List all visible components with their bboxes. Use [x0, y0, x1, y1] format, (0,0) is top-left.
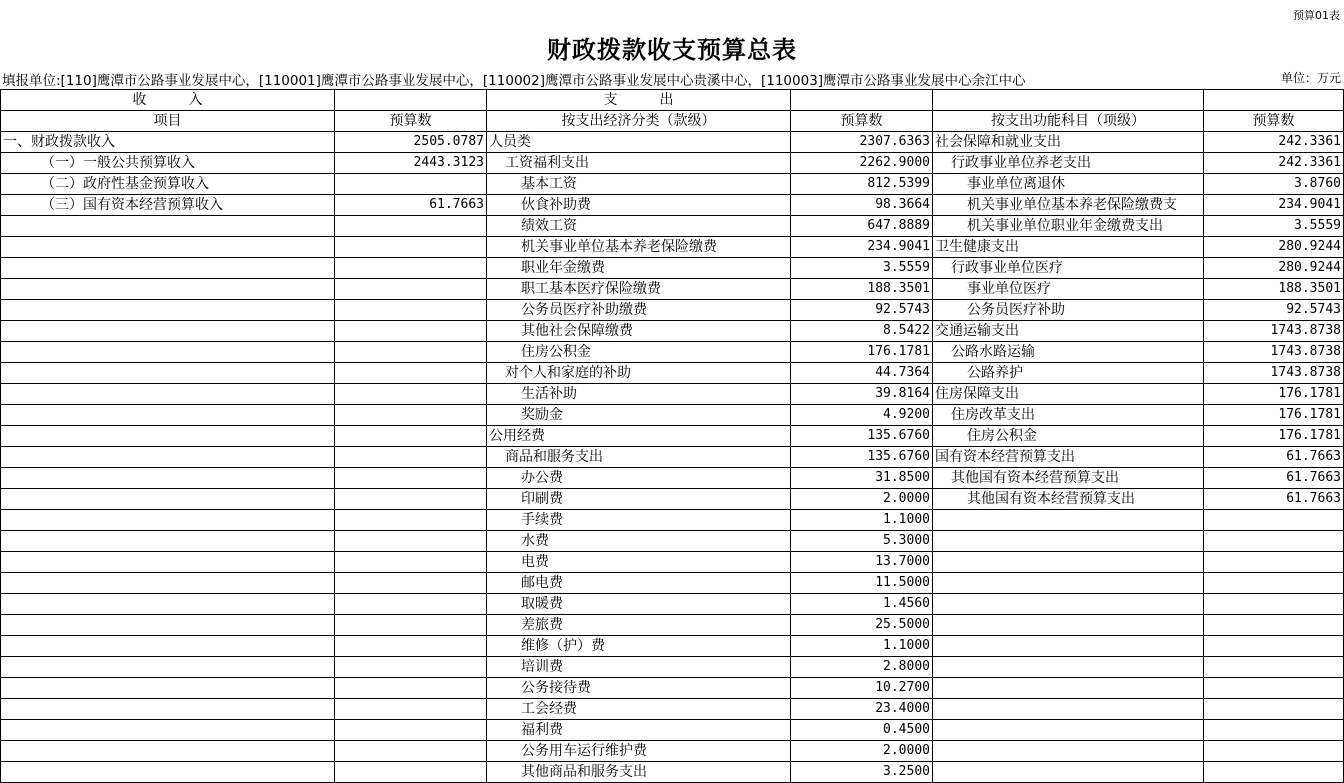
func-class-cell: 事业单位医疗	[933, 279, 1204, 300]
income-item-cell	[1, 594, 335, 615]
func-class-cell	[933, 531, 1204, 552]
func-amount-cell: 188.3501	[1204, 279, 1344, 300]
header-row-groups	[1, 90, 1344, 111]
func-class-cell: 住房保障支出	[933, 384, 1204, 405]
func-amount-cell	[1204, 678, 1344, 699]
func-amount-cell: 1743.8738	[1204, 363, 1344, 384]
income-item-cell	[1, 405, 335, 426]
econ-amount-cell: 1.4560	[791, 594, 933, 615]
income-item-cell: （二）政府性基金预算收入	[1, 174, 335, 195]
func-class-cell: 事业单位离退休	[933, 174, 1204, 195]
header-blank-cell	[791, 90, 933, 111]
filing-unit: 填报单位:[110]鹰潭市公路事业发展中心，[110001]鹰潭市公路事业发展中心，[110002]鹰潭市公路事业发展中心贵溪中心，[110003]鹰潭市公路事业发展中心余江中心	[2, 73, 1026, 89]
econ-amount-cell: 135.6760	[791, 426, 933, 447]
econ-amount-cell: 2.0000	[791, 489, 933, 510]
econ-class-cell: 基本工资	[487, 174, 791, 195]
income-item-cell	[1, 678, 335, 699]
func-class-cell: 机关事业单位职业年金缴费支出	[933, 216, 1204, 237]
econ-amount-cell: 3.2500	[791, 762, 933, 783]
income-item-cell	[1, 258, 335, 279]
econ-amount-cell: 10.2700	[791, 678, 933, 699]
econ-class-cell: 工资福利支出	[487, 153, 791, 174]
income-amount-cell	[335, 762, 487, 783]
income-amount-cell	[335, 237, 487, 258]
func-class-cell	[933, 615, 1204, 636]
income-amount-cell	[335, 426, 487, 447]
econ-amount-cell: 0.4500	[791, 720, 933, 741]
func-amount-cell	[1204, 636, 1344, 657]
econ-amount-cell: 2.8000	[791, 657, 933, 678]
income-group-header: 收 入	[1, 90, 335, 111]
income-item-cell	[1, 426, 335, 447]
econ-class-cell: 福利费	[487, 720, 791, 741]
income-amount-cell	[335, 573, 487, 594]
table-row	[1, 573, 1344, 594]
income-item-cell	[1, 510, 335, 531]
func-class-cell: 公路养护	[933, 363, 1204, 384]
func-class-cell: 交通运输支出	[933, 321, 1204, 342]
table-row	[1, 363, 1344, 384]
econ-class-cell: 职业年金缴费	[487, 258, 791, 279]
income-item-cell	[1, 762, 335, 783]
table-row	[1, 279, 1344, 300]
income-budget-column-header: 预算数	[335, 111, 487, 132]
econ-amount-cell: 4.9200	[791, 405, 933, 426]
econ-amount-cell: 1.1000	[791, 636, 933, 657]
econ-amount-cell: 98.3664	[791, 195, 933, 216]
income-amount-cell	[335, 594, 487, 615]
func-amount-cell: 1743.8738	[1204, 342, 1344, 363]
econ-class-cell: 水费	[487, 531, 791, 552]
econ-class-cell: 奖励金	[487, 405, 791, 426]
func-amount-cell: 242.3361	[1204, 132, 1344, 153]
table-row	[1, 216, 1344, 237]
income-item-cell	[1, 321, 335, 342]
func-amount-cell: 3.5559	[1204, 216, 1344, 237]
income-amount-cell	[335, 174, 487, 195]
econ-class-cell: 办公费	[487, 468, 791, 489]
table-row	[1, 153, 1344, 174]
econ-amount-cell: 39.8164	[791, 384, 933, 405]
func-amount-cell	[1204, 594, 1344, 615]
func-class-cell	[933, 552, 1204, 573]
func-amount-cell	[1204, 552, 1344, 573]
table-row	[1, 489, 1344, 510]
header-blank-cell	[335, 90, 487, 111]
income-item-cell	[1, 447, 335, 468]
income-amount-cell	[335, 678, 487, 699]
income-item-cell	[1, 342, 335, 363]
table-body	[1, 132, 1344, 783]
econ-amount-cell: 234.9041	[791, 237, 933, 258]
income-amount-cell	[335, 216, 487, 237]
table-row	[1, 300, 1344, 321]
func-amount-cell: 176.1781	[1204, 426, 1344, 447]
func-amount-cell: 61.7663	[1204, 447, 1344, 468]
econ-class-cell: 其他社会保障缴费	[487, 321, 791, 342]
econ-amount-cell: 11.5000	[791, 573, 933, 594]
econ-amount-cell: 2262.9000	[791, 153, 933, 174]
econ-amount-cell: 188.3501	[791, 279, 933, 300]
econ-class-cell: 住房公积金	[487, 342, 791, 363]
econ-class-cell: 培训费	[487, 657, 791, 678]
income-amount-cell	[335, 657, 487, 678]
page-title: 财政拨款收支预算总表	[547, 36, 797, 64]
func-amount-cell: 61.7663	[1204, 468, 1344, 489]
table-row	[1, 552, 1344, 573]
econ-class-column-header: 按支出经济分类（款级）	[487, 111, 791, 132]
func-amount-cell	[1204, 657, 1344, 678]
econ-class-cell: 维修（护）费	[487, 636, 791, 657]
econ-class-cell: 生活补助	[487, 384, 791, 405]
table-row	[1, 636, 1344, 657]
table-row	[1, 195, 1344, 216]
func-class-cell	[933, 699, 1204, 720]
income-amount-cell	[335, 741, 487, 762]
income-item-cell	[1, 531, 335, 552]
econ-class-cell: 公务用车运行维护费	[487, 741, 791, 762]
func-class-cell	[933, 762, 1204, 783]
income-amount-cell	[335, 531, 487, 552]
func-class-cell	[933, 720, 1204, 741]
econ-class-cell: 手续费	[487, 510, 791, 531]
func-amount-cell	[1204, 699, 1344, 720]
income-item-cell	[1, 657, 335, 678]
income-item-cell	[1, 237, 335, 258]
func-amount-cell	[1204, 573, 1344, 594]
income-amount-cell	[335, 615, 487, 636]
econ-amount-cell: 8.5422	[791, 321, 933, 342]
income-item-cell: （三）国有资本经营预算收入	[1, 195, 335, 216]
income-amount-cell	[335, 321, 487, 342]
econ-amount-cell: 2307.6363	[791, 132, 933, 153]
header-row-columns	[1, 111, 1344, 132]
func-amount-cell: 242.3361	[1204, 153, 1344, 174]
table-row	[1, 384, 1344, 405]
func-amount-cell: 280.9244	[1204, 237, 1344, 258]
income-amount-cell	[335, 384, 487, 405]
income-amount-cell: 61.7663	[335, 195, 487, 216]
income-amount-cell	[335, 447, 487, 468]
table-row	[1, 741, 1344, 762]
func-class-cell: 社会保障和就业支出	[933, 132, 1204, 153]
income-amount-cell	[335, 405, 487, 426]
econ-class-cell: 商品和服务支出	[487, 447, 791, 468]
func-class-cell	[933, 741, 1204, 762]
table-row	[1, 762, 1344, 783]
func-class-cell: 行政事业单位医疗	[933, 258, 1204, 279]
table-row	[1, 678, 1344, 699]
income-item-cell	[1, 300, 335, 321]
func-amount-cell	[1204, 720, 1344, 741]
unit-label: 单位：万元	[1280, 71, 1341, 85]
func-amount-cell	[1204, 510, 1344, 531]
econ-class-cell: 公用经费	[487, 426, 791, 447]
func-class-cell: 其他国有资本经营预算支出	[933, 468, 1204, 489]
income-amount-cell	[335, 342, 487, 363]
econ-amount-cell: 2.0000	[791, 741, 933, 762]
econ-amount-cell: 13.7000	[791, 552, 933, 573]
econ-amount-cell: 1.1000	[791, 510, 933, 531]
func-class-cell: 国有资本经营预算支出	[933, 447, 1204, 468]
econ-class-cell: 工会经费	[487, 699, 791, 720]
econ-class-cell: 印刷费	[487, 489, 791, 510]
func-class-cell: 公路水路运输	[933, 342, 1204, 363]
table-row	[1, 258, 1344, 279]
econ-class-cell: 人员类	[487, 132, 791, 153]
income-item-cell	[1, 720, 335, 741]
econ-class-cell: 公务员医疗补助缴费	[487, 300, 791, 321]
func-amount-cell: 176.1781	[1204, 405, 1344, 426]
func-amount-cell	[1204, 741, 1344, 762]
income-item-cell	[1, 573, 335, 594]
item-column-header: 项目	[1, 111, 335, 132]
income-item-cell	[1, 384, 335, 405]
econ-amount-cell: 812.5399	[791, 174, 933, 195]
func-amount-cell: 92.5743	[1204, 300, 1344, 321]
table-row	[1, 237, 1344, 258]
table-row	[1, 510, 1344, 531]
header-blank-cell	[1204, 90, 1344, 111]
income-item-cell	[1, 741, 335, 762]
econ-amount-cell: 23.4000	[791, 699, 933, 720]
table-row	[1, 321, 1344, 342]
econ-class-cell: 电费	[487, 552, 791, 573]
econ-class-cell: 对个人和家庭的补助	[487, 363, 791, 384]
income-amount-cell	[335, 699, 487, 720]
func-class-cell	[933, 573, 1204, 594]
table-row	[1, 720, 1344, 741]
func-class-column-header: 按支出功能科目（项级）	[933, 111, 1204, 132]
table-row	[1, 531, 1344, 552]
func-class-cell: 住房改革支出	[933, 405, 1204, 426]
econ-class-cell: 绩效工资	[487, 216, 791, 237]
func-class-cell	[933, 636, 1204, 657]
econ-amount-cell: 135.6760	[791, 447, 933, 468]
form-code: 预算01表	[1293, 9, 1340, 22]
table-row	[1, 468, 1344, 489]
econ-class-cell: 伙食补助费	[487, 195, 791, 216]
income-amount-cell	[335, 489, 487, 510]
func-class-cell: 住房公积金	[933, 426, 1204, 447]
table-row	[1, 174, 1344, 195]
econ-class-cell: 其他商品和服务支出	[487, 762, 791, 783]
income-amount-cell: 2443.3123	[335, 153, 487, 174]
income-item-cell	[1, 489, 335, 510]
func-class-cell: 其他国有资本经营预算支出	[933, 489, 1204, 510]
income-item-cell	[1, 699, 335, 720]
func-class-cell	[933, 594, 1204, 615]
func-class-cell: 机关事业单位基本养老保险缴费支	[933, 195, 1204, 216]
table-row	[1, 594, 1344, 615]
econ-amount-cell: 647.8889	[791, 216, 933, 237]
income-item-cell	[1, 468, 335, 489]
income-amount-cell	[335, 468, 487, 489]
econ-class-cell: 取暖费	[487, 594, 791, 615]
table-row	[1, 132, 1344, 153]
econ-class-cell: 公务接待费	[487, 678, 791, 699]
func-class-cell: 行政事业单位养老支出	[933, 153, 1204, 174]
income-amount-cell	[335, 258, 487, 279]
func-class-cell	[933, 510, 1204, 531]
table-row	[1, 615, 1344, 636]
table-row	[1, 342, 1344, 363]
econ-amount-cell: 44.7364	[791, 363, 933, 384]
func-amount-cell: 234.9041	[1204, 195, 1344, 216]
func-class-cell	[933, 678, 1204, 699]
econ-amount-cell: 31.8500	[791, 468, 933, 489]
income-amount-cell	[335, 300, 487, 321]
table-row	[1, 405, 1344, 426]
econ-amount-cell: 3.5559	[791, 258, 933, 279]
budget-table	[0, 89, 1344, 783]
econ-class-cell: 差旅费	[487, 615, 791, 636]
table-row	[1, 657, 1344, 678]
econ-class-cell: 职工基本医疗保险缴费	[487, 279, 791, 300]
income-item-cell	[1, 552, 335, 573]
econ-amount-cell: 25.5000	[791, 615, 933, 636]
func-amount-cell	[1204, 762, 1344, 783]
income-amount-cell	[335, 636, 487, 657]
income-item-cell: 一、财政拨款收入	[1, 132, 335, 153]
econ-amount-cell: 92.5743	[791, 300, 933, 321]
income-amount-cell	[335, 552, 487, 573]
func-amount-cell: 176.1781	[1204, 384, 1344, 405]
econ-class-cell: 邮电费	[487, 573, 791, 594]
func-amount-cell: 1743.8738	[1204, 321, 1344, 342]
func-amount-cell	[1204, 615, 1344, 636]
income-amount-cell	[335, 363, 487, 384]
func-amount-cell: 61.7663	[1204, 489, 1344, 510]
econ-amount-cell: 176.1781	[791, 342, 933, 363]
income-item-cell	[1, 279, 335, 300]
func-amount-cell	[1204, 531, 1344, 552]
income-amount-cell: 2505.0787	[335, 132, 487, 153]
income-amount-cell	[335, 279, 487, 300]
func-amount-cell: 280.9244	[1204, 258, 1344, 279]
income-item-cell	[1, 615, 335, 636]
table-row	[1, 699, 1344, 720]
func-budget-column-header: 预算数	[1204, 111, 1344, 132]
income-item-cell: （一）一般公共预算收入	[1, 153, 335, 174]
income-item-cell	[1, 363, 335, 384]
econ-budget-column-header: 预算数	[791, 111, 933, 132]
econ-class-cell: 机关事业单位基本养老保险缴费	[487, 237, 791, 258]
econ-amount-cell: 5.3000	[791, 531, 933, 552]
table-row	[1, 426, 1344, 447]
expense-group-header: 支 出	[487, 90, 791, 111]
header-blank-cell	[933, 90, 1204, 111]
income-amount-cell	[335, 720, 487, 741]
func-amount-cell: 3.8760	[1204, 174, 1344, 195]
table-row	[1, 447, 1344, 468]
income-item-cell	[1, 216, 335, 237]
func-class-cell: 卫生健康支出	[933, 237, 1204, 258]
income-amount-cell	[335, 510, 487, 531]
func-class-cell: 公务员医疗补助	[933, 300, 1204, 321]
income-item-cell	[1, 636, 335, 657]
func-class-cell	[933, 657, 1204, 678]
